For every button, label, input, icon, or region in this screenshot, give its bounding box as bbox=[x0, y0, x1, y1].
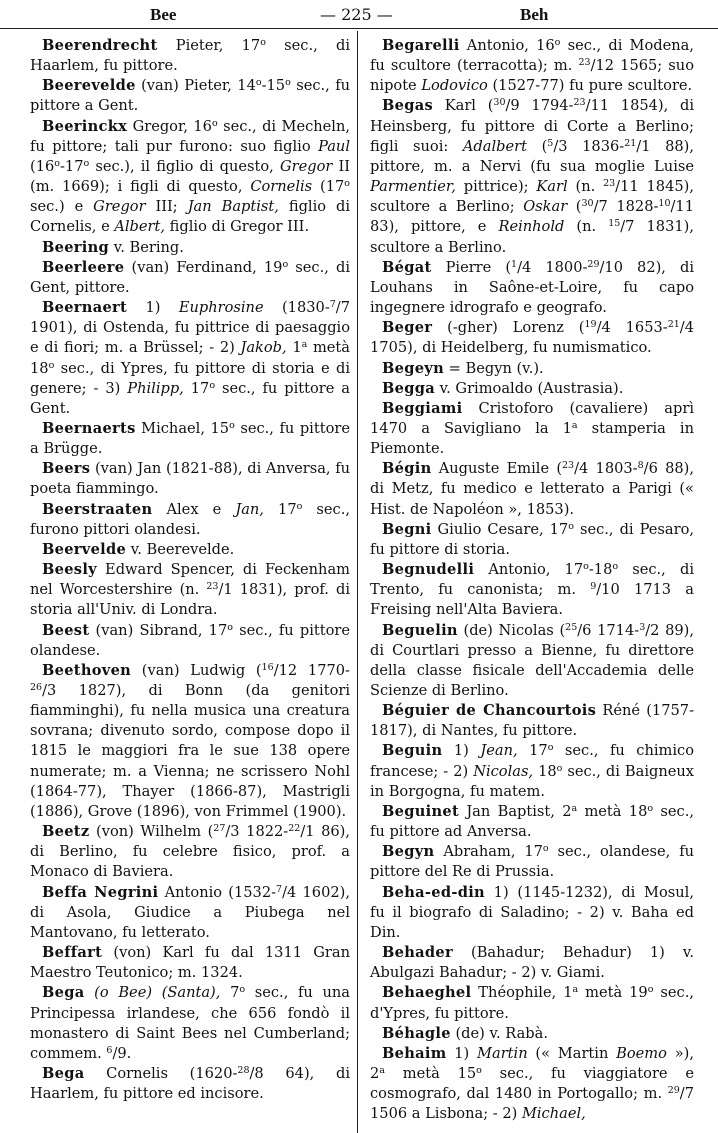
entry-text: /11 1845), scultore a Berlino; bbox=[370, 178, 694, 216]
entry-text: /11 1854), di Heinsberg, fu pittore di Corte a Berlino; figli suoi: bbox=[370, 97, 695, 155]
entry-italic-text: Boemo bbox=[616, 1044, 667, 1062]
entry-italic-text: Albert, bbox=[114, 218, 166, 236]
entry-text: II (m. 1669); i figli di questo, bbox=[30, 157, 350, 196]
entry-text: Antonio (1532- bbox=[158, 883, 277, 901]
entry-italic-text: Lodovico bbox=[421, 77, 488, 95]
dictionary-entry bbox=[370, 96, 694, 257]
entry-superscript: 30 bbox=[581, 198, 594, 210]
entry-text: III; bbox=[145, 198, 188, 216]
entry-italic-text: Jan Baptist, bbox=[187, 198, 279, 216]
entry-superscript: o bbox=[260, 36, 266, 48]
entry-text: /3 1836- bbox=[553, 137, 625, 155]
dictionary-entry bbox=[30, 419, 350, 459]
entry-headword: Bega bbox=[42, 1064, 85, 1082]
entry-text: /11 83), pittore, e bbox=[370, 198, 694, 236]
entry-text: Antonio, 16 bbox=[459, 37, 555, 54]
entry-text: /2 89), di Courtlari presso a Bienne, fu direttore della classe fisicale dell'Accademia delle Scienze di Berlino. bbox=[370, 621, 695, 699]
entry-text: 7 bbox=[220, 984, 240, 1002]
entry-text: Jan Baptist, 2 bbox=[459, 802, 572, 820]
dictionary-entry bbox=[30, 117, 350, 238]
right-column bbox=[370, 36, 694, 1124]
entry-text: (n. bbox=[564, 218, 609, 236]
column-divider bbox=[357, 31, 358, 1133]
entry-superscript: 25 bbox=[565, 621, 578, 633]
entry-superscript: a bbox=[571, 419, 578, 431]
dictionary-entry bbox=[370, 459, 694, 519]
entry-headword: Bégin bbox=[382, 460, 432, 478]
entry-text: figlio di Gregor III. bbox=[165, 218, 310, 236]
entry-superscript: 7 bbox=[329, 298, 336, 310]
entry-superscript: o bbox=[239, 984, 246, 996]
entry-italic-text: Karl bbox=[536, 178, 568, 196]
entry-text: 1) (1145-1232), di Mosul, fu il biografo di Saladino; - 2) v. Baha ed Din. bbox=[370, 883, 694, 941]
entry-text: Alex e bbox=[152, 500, 236, 518]
entry-headword: Behaeghel bbox=[382, 984, 472, 1002]
entry-italic-text: Jakob, bbox=[240, 339, 287, 357]
dictionary-entry bbox=[30, 258, 350, 298]
entry-headword: Béhagle bbox=[382, 1024, 451, 1042]
entry-superscript: 23 bbox=[206, 581, 219, 592]
entry-superscript: a bbox=[571, 802, 578, 814]
entry-superscript: 10 bbox=[658, 198, 671, 210]
entry-superscript: o bbox=[647, 984, 654, 996]
entry-text: (van) Ferdinand, 19 bbox=[124, 258, 283, 276]
entry-text: 17 bbox=[263, 500, 297, 518]
entry-headword: Begarelli bbox=[382, 37, 460, 54]
entry-text: Michael, 15 bbox=[135, 419, 230, 437]
entry-text: 1) bbox=[442, 742, 481, 760]
entry-text: sec., fu pittore a Gent. bbox=[30, 77, 351, 115]
entry-text: sec., di Ypres, fu pittore di storia e di genere; - 3) bbox=[30, 359, 350, 397]
entry-superscript: 29 bbox=[587, 258, 600, 270]
entry-italic-text: Martin bbox=[477, 1044, 528, 1062]
dictionary-entry bbox=[370, 802, 694, 842]
dictionary-entry bbox=[30, 459, 350, 499]
entry-text: Edward Spencer, di Feckenham nel Worcestershire (n. bbox=[30, 561, 350, 599]
entry-italic-text: Jan, bbox=[235, 500, 264, 518]
entry-text: /4 1800- bbox=[517, 258, 588, 276]
entry-text: v. Beerevelde. bbox=[126, 540, 235, 558]
entry-superscript: 23 bbox=[562, 460, 575, 472]
entry-headword: Beering bbox=[42, 238, 110, 256]
entry-superscript: 28 bbox=[237, 1064, 250, 1076]
entry-text: sec., di Modena, fu scultore (terracotta); m. bbox=[370, 37, 695, 75]
entry-headword: Bégat bbox=[382, 258, 432, 276]
dictionary-entry bbox=[370, 258, 694, 318]
entry-text: Antonio, 17 bbox=[474, 561, 584, 579]
entry-text: -15 bbox=[261, 77, 286, 95]
dictionary-entry bbox=[370, 399, 694, 459]
entry-text: (van) Pieter, 14 bbox=[135, 77, 256, 95]
entry-text: sec., di Mecheln, fu pittore; tali pur furono: suo figlio bbox=[30, 117, 351, 155]
entry-italic-text: Cornelis bbox=[250, 178, 313, 196]
dictionary-entry bbox=[30, 621, 350, 661]
entry-headword: Beetz bbox=[42, 823, 90, 841]
entry-text: sec., d'Ypres, fu pittore. bbox=[370, 984, 694, 1022]
entry-headword: Beerstraaten bbox=[42, 500, 153, 518]
dictionary-entry bbox=[370, 520, 694, 560]
entry-text: 17 bbox=[517, 742, 548, 760]
entry-superscript: o bbox=[54, 157, 60, 169]
entry-headword: Beerleere bbox=[42, 258, 125, 276]
entry-text: Pierre ( bbox=[431, 258, 512, 276]
entry-italic-text: Euphrosine bbox=[178, 299, 264, 317]
entry-text: /7 1901), di Ostenda, fu pittrice di paesaggio e di fiori; m. a Brüssel; - 2) bbox=[30, 299, 350, 357]
entry-headword: Beesly bbox=[42, 561, 97, 579]
entry-text: sec.), il figlio di questo, bbox=[89, 157, 280, 175]
entry-text: 17 bbox=[183, 379, 210, 397]
entry-text: sec.) e bbox=[30, 198, 94, 216]
entry-headword: Beerevelde bbox=[42, 77, 136, 95]
entry-text: sec., fu pittore a Brügge. bbox=[30, 419, 350, 458]
dictionary-entry bbox=[370, 379, 694, 399]
entry-superscript: o bbox=[211, 117, 218, 129]
entry-text: /1 88), pittore, m. a Nervi (fu sua moglie Luise bbox=[370, 137, 695, 175]
dictionary-entry bbox=[30, 36, 350, 76]
dictionary-entry bbox=[370, 1024, 694, 1044]
entry-text: -18 bbox=[588, 561, 613, 579]
entry-headword: Beerendrecht bbox=[42, 37, 158, 54]
entry-text: sec., di Gent, pittore. bbox=[30, 258, 350, 296]
entry-text: sec., di Pesaro, fu pittore di storia. bbox=[370, 520, 694, 558]
dictionary-entry bbox=[30, 76, 350, 116]
entry-superscript: 23 bbox=[573, 97, 586, 109]
entry-text: stamperia in Piemonte. bbox=[370, 419, 694, 458]
entry-italic-text: Paul bbox=[318, 137, 350, 155]
entry-text: sec., fu pittore a Gent. bbox=[30, 379, 350, 417]
dictionary-entry bbox=[370, 560, 694, 620]
entry-superscript: a bbox=[379, 1064, 385, 1076]
entry-text: /12 1565; suo nipote bbox=[370, 57, 694, 95]
entry-headword: Beernaerts bbox=[42, 419, 136, 437]
dictionary-entry bbox=[30, 661, 350, 822]
entry-text: /4 1705), di Heidelberg, fu numismatico. bbox=[370, 319, 694, 357]
entry-text: (n. bbox=[567, 178, 604, 196]
entry-headword: Beggiami bbox=[382, 399, 463, 417]
entry-superscript: 6 bbox=[106, 1044, 113, 1056]
entry-text: Auguste Emile ( bbox=[431, 460, 563, 478]
entry-text: metà 15 bbox=[384, 1064, 477, 1082]
entry-italic-text: Adalbert bbox=[462, 137, 527, 155]
entry-headword: Behaim bbox=[382, 1044, 447, 1062]
entry-superscript: 30 bbox=[493, 97, 506, 109]
dictionary-entry bbox=[30, 822, 350, 882]
entry-italic-text: Gregor bbox=[93, 198, 146, 216]
entry-superscript: o bbox=[296, 500, 303, 512]
entry-text: /1 86), di Berlino, fu celebre fisico, prof. a Monaco di Baviera. bbox=[30, 823, 350, 881]
entry-text: pittrice); bbox=[455, 178, 537, 196]
entry-text: (1830- bbox=[263, 299, 330, 317]
dictionary-entry bbox=[370, 359, 694, 379]
entry-headword: Béguier de Chancourtois bbox=[382, 702, 597, 720]
entry-headword: Begyn bbox=[382, 843, 435, 861]
entry-superscript: 16 bbox=[261, 661, 274, 673]
entry-superscript: 5 bbox=[547, 137, 554, 149]
dictionary-entry bbox=[370, 842, 694, 882]
entry-superscript: o bbox=[344, 177, 351, 189]
entry-text: (-gher) Lorenz ( bbox=[432, 319, 585, 337]
entry-headword: Beffa Negrini bbox=[42, 883, 159, 901]
entry-text: /3 1827), di Bonn (da genitori fiamminghi), fu nella musica una creatura sovrana; divenuto sordo, compose dopo il 1815 le maggiori fra le sue 138 opere numerate; m. a Vienna; ne scrissero Nohl (1864-77), Thayer (1866-87), Mastrigli (1886), Grove (1896), von Frimmel (1900). bbox=[30, 682, 350, 820]
entry-text: (von) Karl fu dal 1311 Gran Maestro Teutonico; m. 1324. bbox=[30, 944, 350, 982]
entry-headword: Beger bbox=[382, 319, 433, 337]
entry-headword: Begga bbox=[382, 379, 435, 397]
entry-text: (von) Wilhelm ( bbox=[89, 823, 214, 841]
entry-headword: Beguelin bbox=[382, 621, 458, 639]
entry-headword: Beguin bbox=[382, 742, 443, 760]
entry-superscript: 27 bbox=[213, 822, 226, 834]
entry-text: /9 1794- bbox=[505, 97, 574, 115]
entry-text: (16 bbox=[30, 157, 55, 175]
entry-superscript: o bbox=[227, 621, 233, 633]
dictionary-entry bbox=[30, 943, 350, 983]
entry-text: Théophile, 1 bbox=[471, 984, 573, 1002]
header-last-word: Beh bbox=[520, 5, 549, 24]
dictionary-entry bbox=[30, 1064, 350, 1104]
entry-text: metà 18 bbox=[30, 339, 350, 377]
entry-text: /12 1770- bbox=[273, 661, 350, 679]
entry-italic-text: Philipp, bbox=[127, 379, 184, 397]
entry-text: (van) Jan (1821-88), di Anversa, fu poeta fiammingo. bbox=[30, 460, 350, 498]
entry-superscript: 8 bbox=[637, 460, 644, 472]
entry-superscript: o bbox=[285, 77, 291, 89]
entry-headword: Begas bbox=[382, 97, 433, 115]
entry-text: Pieter, 17 bbox=[157, 37, 261, 54]
entry-text: /10 82), di Louhans in Saône-et-Loire, fu capo ingegnere idrografo e geografo. bbox=[370, 258, 694, 317]
entry-text: metà 19 bbox=[578, 984, 648, 1002]
entry-text: v. Bering. bbox=[109, 238, 184, 256]
entry-headword: Begni bbox=[382, 520, 432, 538]
entry-superscript: 15 bbox=[608, 218, 621, 230]
dictionary-entry bbox=[370, 741, 694, 801]
entry-text: sec., fu pittore ad Anversa. bbox=[370, 802, 694, 841]
entry-headword: Begnudelli bbox=[382, 561, 475, 579]
entry-italic-text: Oskar bbox=[523, 198, 568, 216]
entry-superscript: o bbox=[554, 36, 561, 48]
entry-italic-text: Gregor bbox=[279, 157, 333, 175]
dictionary-entry bbox=[370, 1044, 694, 1125]
left-column bbox=[30, 36, 350, 1104]
dictionary-entry bbox=[30, 238, 350, 258]
entry-text: (de) Nicolas ( bbox=[457, 621, 566, 639]
dictionary-entry bbox=[370, 983, 694, 1023]
entry-superscript: 29 bbox=[667, 1084, 680, 1096]
entry-text: sec., di Haarlem, fu pittore. bbox=[30, 37, 350, 75]
entry-text: (Bahadur; Behadur) 1) v. Abulgazi Bahadur; - 2) v. Giami. bbox=[370, 944, 694, 982]
entry-superscript: 7 bbox=[276, 883, 283, 895]
entry-text: = Begyn (v.). bbox=[444, 359, 544, 377]
entry-superscript: 26 bbox=[30, 681, 43, 693]
entry-italic-text: Reinhold bbox=[498, 218, 565, 236]
entry-text: v. Grimoaldo (Austrasia). bbox=[434, 379, 624, 397]
entry-headword: Behader bbox=[382, 944, 453, 962]
entry-text: /3 1822- bbox=[225, 823, 289, 841]
entry-superscript: o bbox=[476, 1064, 482, 1076]
dictionary-entry bbox=[30, 883, 350, 943]
entry-text: -17 bbox=[59, 157, 84, 175]
entry-headword: Begeyn bbox=[382, 359, 444, 377]
dictionary-entry bbox=[370, 621, 694, 702]
entry-superscript: 9 bbox=[590, 581, 597, 592]
entry-text: /7 1831), scultore a Berlino. bbox=[370, 218, 694, 256]
entry-text: Karl ( bbox=[433, 97, 494, 115]
entry-superscript: o bbox=[583, 560, 589, 572]
entry-text: /4 1653- bbox=[596, 319, 668, 337]
entry-text: sec., fu chimico francese; - 2) bbox=[370, 742, 694, 780]
dictionary-entry bbox=[370, 701, 694, 741]
entry-text: /4 1602), di Asola, Giudice a Piubega nel Mantovano, fu letterato. bbox=[30, 883, 350, 941]
entry-text: /1 1831), prof. di storia all'Univ. di Londra. bbox=[30, 581, 350, 619]
dictionary-entry bbox=[370, 883, 694, 943]
entry-text: Abraham, 17 bbox=[434, 843, 543, 861]
entry-text: metà 18 bbox=[577, 802, 648, 820]
entry-superscript: a bbox=[301, 339, 308, 351]
entry-text: »), 2 bbox=[370, 1044, 694, 1082]
entry-italic-text: Michael, bbox=[521, 1105, 586, 1123]
entry-text: 1) bbox=[446, 1044, 478, 1062]
entry-superscript: o bbox=[255, 77, 262, 89]
entry-italic-text: Jean, bbox=[480, 742, 518, 760]
entry-text: sec., furono pittori olandesi. bbox=[30, 500, 350, 538]
entry-italic-text: Parmentier, bbox=[370, 178, 456, 196]
running-header bbox=[0, 0, 718, 29]
entry-headword: Beguinet bbox=[382, 802, 460, 820]
entry-text: (« Martin bbox=[527, 1044, 617, 1062]
entry-superscript: o bbox=[542, 843, 549, 855]
entry-italic-text: Nicolas, bbox=[473, 762, 534, 780]
entry-text: (de) v. Rabà. bbox=[450, 1024, 548, 1042]
entry-text: (van) Sibrand, 17 bbox=[89, 621, 228, 639]
entry-superscript: o bbox=[48, 359, 55, 371]
entry-text: sec., fu viaggiatore e cosmografo, dal 1480 in Portogallo; m. bbox=[370, 1064, 694, 1103]
dictionary-entry bbox=[30, 983, 350, 1064]
entry-headword: Beerinckx bbox=[42, 117, 128, 135]
entry-superscript: o bbox=[229, 419, 235, 431]
entry-text: Réné (1757-1817), di Nantes, fu pittore. bbox=[370, 702, 694, 740]
entry-superscript: 3 bbox=[639, 621, 646, 633]
entry-text: (17 bbox=[312, 178, 345, 196]
entry-text: /6 1714- bbox=[577, 621, 640, 639]
entry-text: (1527-77) fu pure scultore. bbox=[487, 77, 693, 95]
entry-text: /9. bbox=[112, 1044, 132, 1062]
entry-superscript: o bbox=[547, 742, 554, 754]
entry-superscript: o bbox=[282, 258, 289, 270]
entry-text: Gregor, 16 bbox=[127, 117, 212, 135]
entry-text: ( bbox=[526, 137, 548, 155]
entry-text: Cristoforo (cavaliere) aprì 1470 a Savigliano la 1 bbox=[370, 399, 694, 437]
entry-text: figlio di Cornelis, e bbox=[30, 198, 350, 236]
dictionary-entry bbox=[30, 298, 350, 419]
entry-text: /10 1713 a Freising nell'Alta Baviera. bbox=[370, 581, 694, 619]
entry-headword: Bega bbox=[42, 984, 85, 1002]
entry-superscript: o bbox=[556, 762, 563, 774]
entry-text bbox=[84, 984, 94, 1001]
page-number: — 225 — bbox=[320, 5, 393, 24]
entry-superscript: 23 bbox=[603, 177, 616, 189]
entry-superscript: o bbox=[209, 379, 216, 391]
entry-headword: Beha-ed-din bbox=[382, 883, 485, 901]
entry-headword: Beers bbox=[42, 460, 91, 478]
entry-headword: Beernaert bbox=[42, 299, 128, 317]
entry-superscript: 23 bbox=[578, 56, 591, 68]
entry-superscript: a bbox=[572, 984, 579, 996]
entry-headword: Beest bbox=[42, 621, 90, 639]
entry-superscript: 21 bbox=[667, 318, 680, 330]
entry-text: /7 1506 a Lisbona; - 2) bbox=[370, 1085, 694, 1123]
entry-superscript: 19 bbox=[584, 318, 597, 330]
entry-superscript: o bbox=[83, 157, 90, 169]
entry-text: sec., di Baigneux in Borgogna, fu matem. bbox=[370, 762, 695, 800]
entry-superscript: 1 bbox=[511, 258, 518, 270]
entry-superscript: 21 bbox=[624, 137, 637, 149]
header-first-word: Bee bbox=[150, 5, 177, 24]
entry-superscript: o bbox=[612, 560, 619, 572]
entry-text: sec., di Trento, fu canonista; m. bbox=[370, 561, 694, 599]
dictionary-entry bbox=[370, 318, 694, 358]
entry-text: sec., fu una Principessa irlandese, che 656 fondò il monastero di Saint Bees nel Cumberland; commem. bbox=[30, 984, 350, 1062]
entry-text: /4 1803- bbox=[574, 460, 638, 478]
entry-headword: Beffart bbox=[42, 944, 103, 962]
entry-text: sec., olandese, fu pittore del Re di Prussia. bbox=[370, 843, 695, 881]
entry-text: /6 88), di Metz, fu medico e letterato a Parigi (« Hist. de Napoléon », 1853). bbox=[370, 460, 694, 518]
entry-text: Giulio Cesare, 17 bbox=[431, 520, 569, 538]
entry-superscript: o bbox=[568, 520, 574, 532]
entry-text: 1 bbox=[286, 339, 302, 357]
entry-superscript: 22 bbox=[288, 822, 301, 834]
entry-headword: Beervelde bbox=[42, 540, 127, 558]
entry-italic-text: (o Bee) (Santa), bbox=[94, 984, 221, 1002]
dictionary-entry bbox=[370, 943, 694, 983]
entry-text: ( bbox=[567, 198, 582, 216]
entry-text: 1) bbox=[127, 299, 179, 317]
entry-text: 18 bbox=[533, 762, 557, 780]
entry-headword: Beethoven bbox=[42, 661, 132, 679]
entry-superscript: o bbox=[647, 802, 654, 814]
dictionary-entry bbox=[370, 36, 694, 96]
entry-text: /8 64), di Haarlem, fu pittore ed incisore. bbox=[30, 1064, 350, 1103]
entry-text: sec., fu pittore olandese. bbox=[30, 621, 350, 659]
dictionary-entry bbox=[30, 500, 350, 540]
entry-text: /7 1828- bbox=[593, 198, 659, 216]
dictionary-entry bbox=[30, 560, 350, 620]
dictionary-entry bbox=[30, 540, 350, 560]
entry-text: (van) Ludwig ( bbox=[131, 661, 262, 679]
entry-text: Cornelis (1620- bbox=[84, 1064, 238, 1082]
